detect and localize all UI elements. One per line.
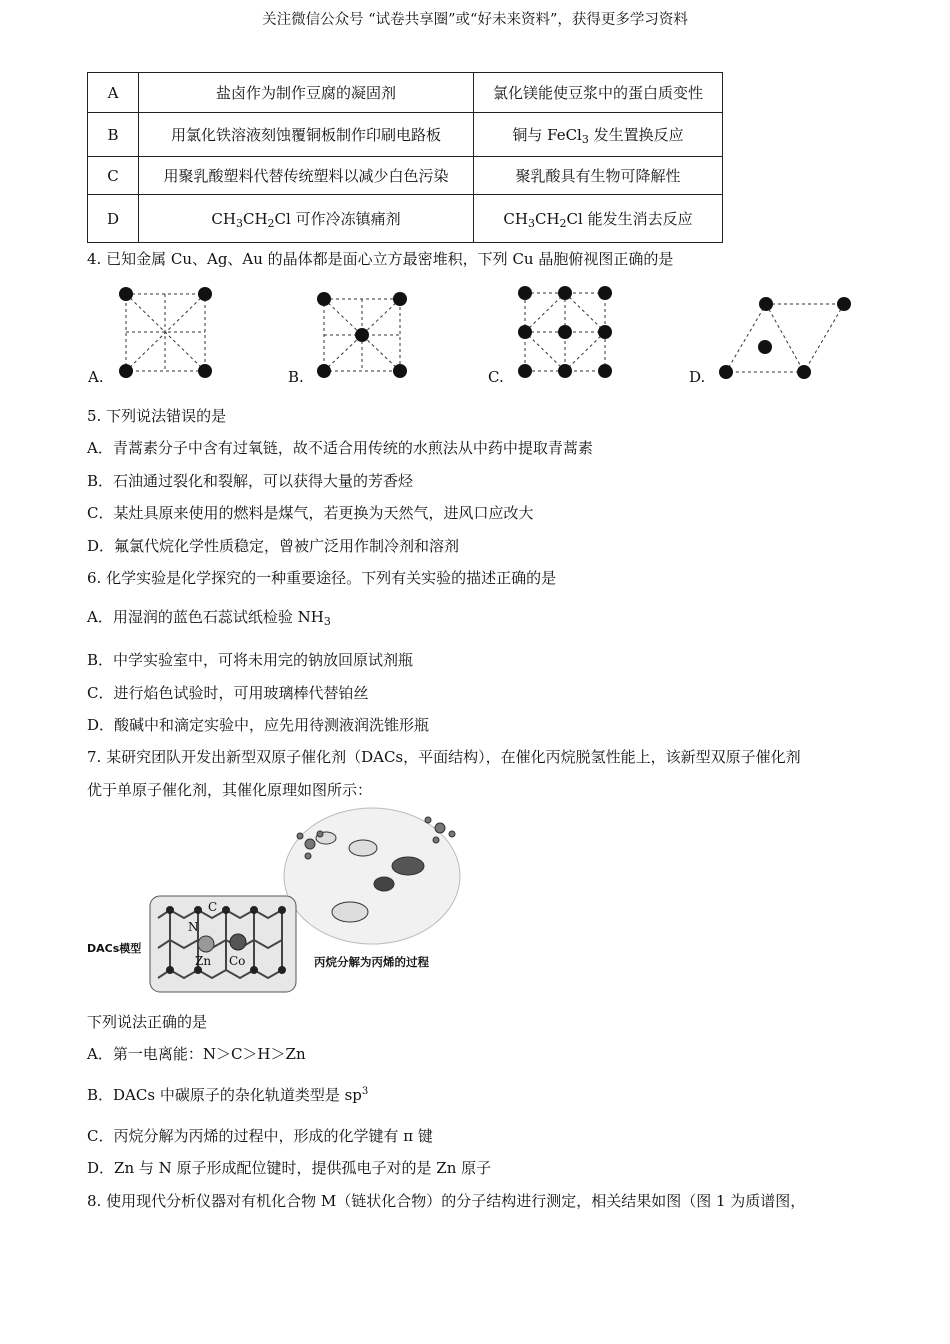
process-label: 丙烷分解为丙烯的过程 <box>314 955 429 969</box>
question-5-option-a: A．青蒿素分子中含有过氧链，故不适合用传统的水煎法从中药中提取青蒿素 <box>87 439 593 457</box>
question-6-option-c: C．进行焰色试验时，可用玻璃棒代替铂丝 <box>87 684 369 702</box>
lattice-figure-b <box>300 283 430 383</box>
atom-n-label: N <box>188 920 199 934</box>
row-application: 用氯化铁溶液刻蚀覆铜板制作印刷电路板 <box>139 113 474 157</box>
question-7-option-b: B．DACs 中碳原子的杂化轨道类型是 $sp^3$ <box>87 1086 369 1104</box>
page-header: 关注微信公众号 “试卷共享圈”或“好未来资料”，获得更多学习资料 <box>262 12 688 28</box>
table-row <box>88 73 723 113</box>
question-7-stem-line2: 优于单原子催化剂，其催化原理如图所示： <box>87 781 373 799</box>
question-5-stem: 5. 下列说法错误的是 <box>87 407 227 425</box>
atom-c-label: C <box>208 900 218 914</box>
option-b-label: B. <box>288 368 304 386</box>
question-5-option-d: D．氟氯代烷化学性质稳定，曾被广泛用作制冷剂和溶剂 <box>87 537 460 555</box>
row-reason: $CH_3CH_2Cl$ 能发生消去反应 <box>474 195 723 243</box>
table-row <box>88 195 723 243</box>
question-6-stem: 6. 化学实验是化学探究的一种重要途径。下列有关实验的描述正确的是 <box>87 569 557 587</box>
dacs-model-label: DACs模型 <box>87 942 142 955</box>
question-8-stem: 8. 使用现代分析仪器对有机化合物 M（链状化合物）的分子结构进行测定，相关结果如图（图 1 为质谱图， <box>87 1192 806 1210</box>
catalysis-figure <box>88 808 468 998</box>
table-row <box>88 157 723 195</box>
option-a-label: A. <box>88 368 104 386</box>
options-table <box>87 72 723 243</box>
row-application: $CH_3CH_2Cl$ 可作冷冻镇痛剂 <box>139 195 474 243</box>
lattice-figure-c <box>500 280 630 380</box>
lattice-figure-d <box>710 290 860 380</box>
row-label: C <box>88 157 139 195</box>
question-7-stem-line1: 7. 某研究团队开发出新型双原子催化剂（DACs，平面结构），在催化丙烷脱氢性能上，该新型双原子催化剂 <box>87 748 801 766</box>
option-c-label: C. <box>488 368 504 386</box>
lattice-figure-a <box>100 283 230 383</box>
row-label: A <box>88 73 139 113</box>
row-application: 盐卤作为制作豆腐的凝固剂 <box>139 73 474 113</box>
question-5-option-c: C．某灶具原来使用的燃料是煤气，若更换为天然气，进风口应改大 <box>87 504 534 522</box>
question-7-option-d: D．Zn 与 N 原子形成配位键时，提供孤电子对的是 Zn 原子 <box>87 1159 492 1177</box>
question-6-option-b: B．中学实验室中，可将未用完的钠放回原试剂瓶 <box>87 651 414 669</box>
question-7-option-a: A．第一电离能：N＞C＞H＞Zn <box>87 1045 306 1063</box>
row-label: B <box>88 113 139 157</box>
atom-zn-label: Zn <box>195 954 212 968</box>
question-4-stem: 4. 已知金属 Cu、Ag、Au 的晶体都是面心立方最密堆积，下列 Cu 晶胞俯视图正确的是 <box>87 250 674 268</box>
row-reason: 聚乳酸具有生物可降解性 <box>474 157 723 195</box>
question-6-option-a: A．用湿润的蓝色石蕊试纸检验 $NH_3$ <box>87 608 331 628</box>
question-7-option-c: C．丙烷分解为丙烯的过程中，形成的化学键有 π 键 <box>87 1127 433 1145</box>
table-row <box>88 113 723 157</box>
row-label: D <box>88 195 139 243</box>
row-reason: 铜与 FeCl$_3$ 发生置换反应 <box>474 113 723 157</box>
atom-co-label: Co <box>229 954 246 968</box>
row-reason: 氯化镁能使豆浆中的蛋白质变性 <box>474 73 723 113</box>
question-7-prompt: 下列说法正确的是 <box>87 1013 208 1031</box>
question-6-option-d: D．酸碱中和滴定实验中，应先用待测液润洗锥形瓶 <box>87 716 430 734</box>
option-d-label: D. <box>689 368 706 386</box>
question-5-option-b: B．石油通过裂化和裂解，可以获得大量的芳香烃 <box>87 472 414 490</box>
row-application: 用聚乳酸塑料代替传统塑料以减少白色污染 <box>139 157 474 195</box>
